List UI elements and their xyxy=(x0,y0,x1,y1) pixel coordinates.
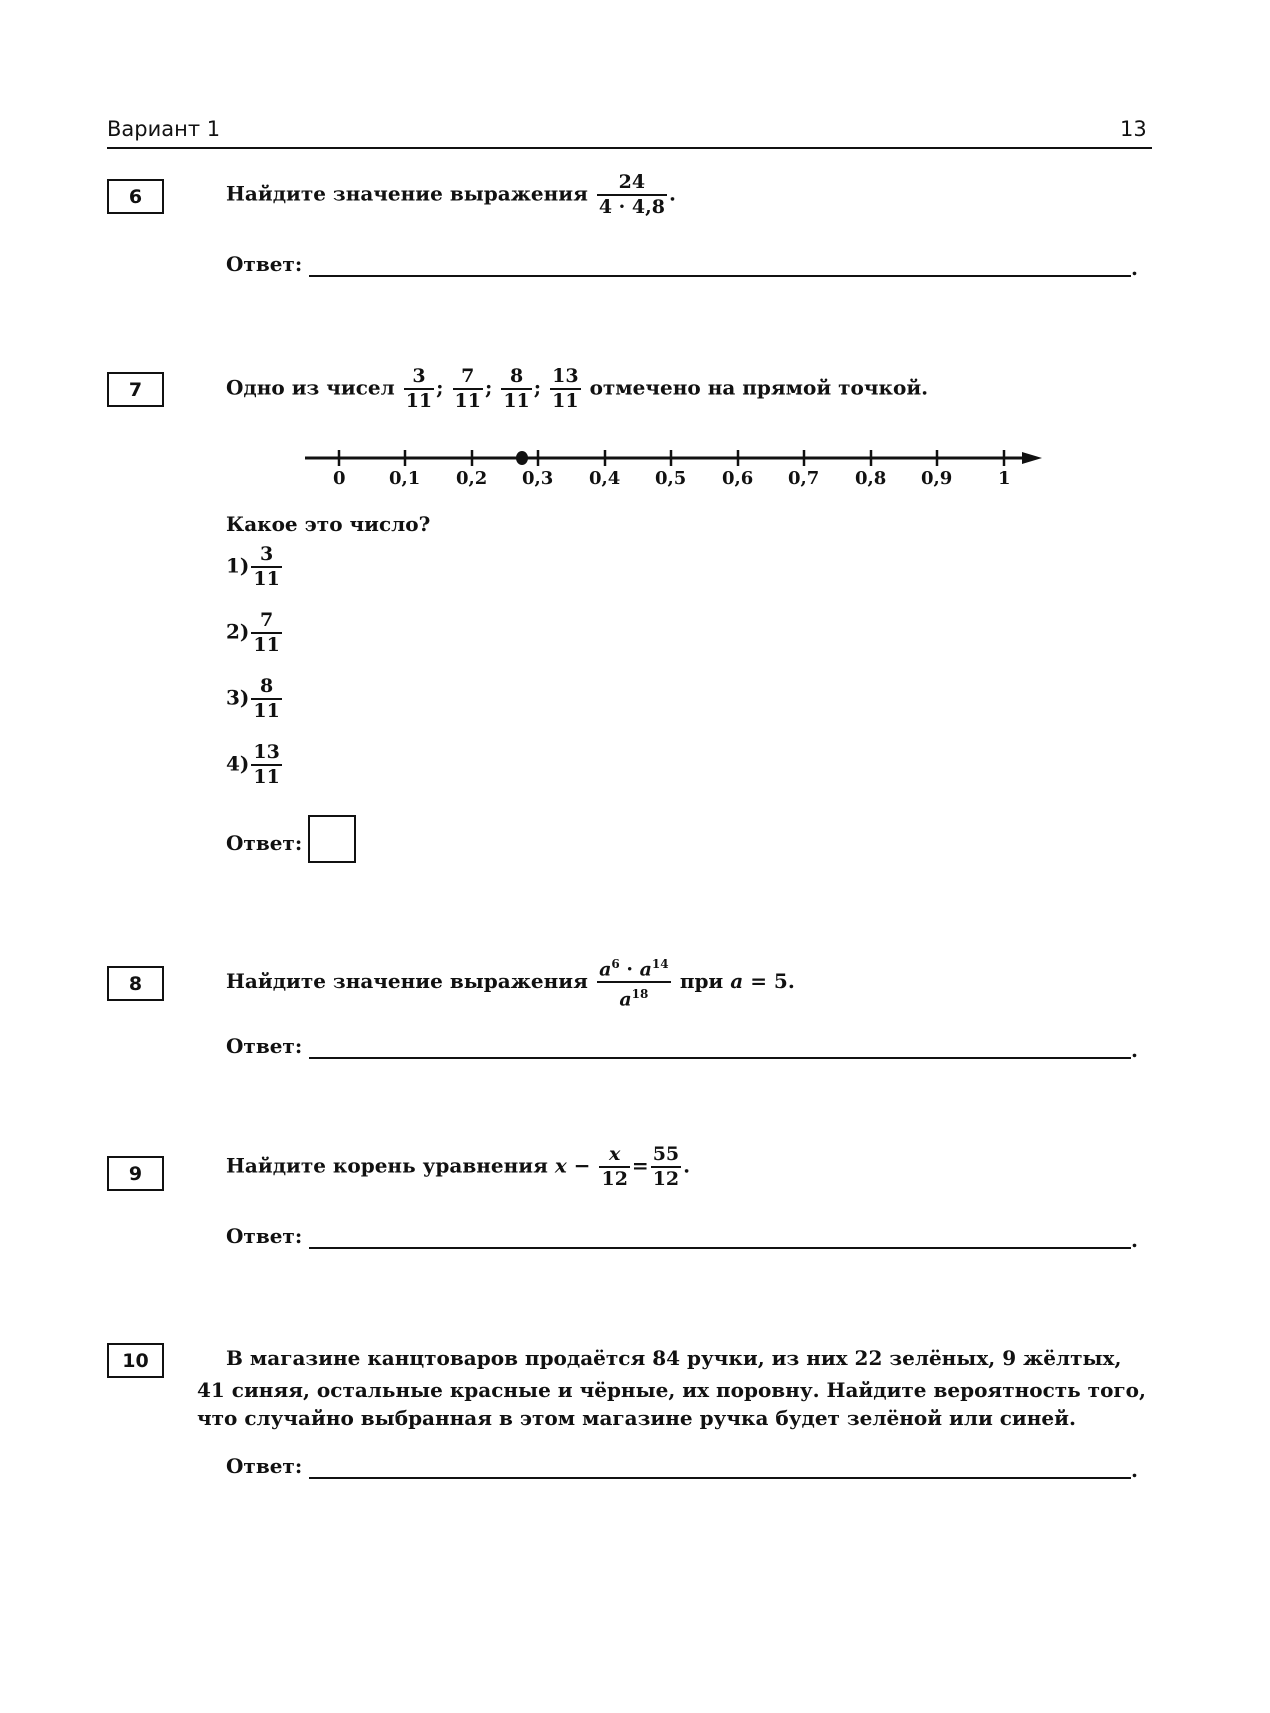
option-label: 3) xyxy=(226,685,250,710)
tick-label: 0,2 xyxy=(456,468,488,489)
separator: ; xyxy=(533,375,542,400)
minus: − xyxy=(573,1153,591,1178)
numerator xyxy=(597,954,671,981)
number-line-labels xyxy=(300,468,1060,494)
answer-input-8[interactable] xyxy=(309,1057,1131,1059)
option-fraction xyxy=(251,544,281,590)
denominator: 12 xyxy=(601,1168,628,1190)
denominator: 4 · 4,8 xyxy=(598,196,665,218)
numerator: 7 xyxy=(461,365,475,387)
separator: ; xyxy=(484,375,493,400)
task-number: 7 xyxy=(128,378,143,401)
task-6-text: Найдите значение выражения xyxy=(226,181,588,206)
fraction-1 xyxy=(599,1144,629,1190)
task-7-statement xyxy=(226,366,928,412)
fraction xyxy=(597,172,667,218)
task-10-line-2: 41 синяя, остальные красные и чёрные, их поровну. Найдите вероятность того, xyxy=(197,1378,1146,1402)
tick-label: 0,4 xyxy=(589,468,621,489)
denominator: 11 xyxy=(253,700,280,722)
option-label: 1) xyxy=(226,553,250,578)
task-number: 10 xyxy=(122,1349,149,1372)
task-7-question: Какое это число? xyxy=(226,512,431,536)
answer-label-9: Ответ: xyxy=(226,1224,303,1248)
task-8-text-after: при xyxy=(679,968,724,993)
task-7-text-after: отмечено на прямой точкой. xyxy=(589,375,929,400)
numerator: 13 xyxy=(552,365,579,387)
period: . xyxy=(668,181,676,206)
tick-label: 0,9 xyxy=(921,468,953,489)
task-number: 6 xyxy=(128,185,143,208)
task-8-statement xyxy=(226,954,795,1011)
option-label: 2) xyxy=(226,619,250,644)
numerator: 55 xyxy=(652,1143,680,1165)
var-x: x xyxy=(554,1153,567,1178)
tick-label: 0,8 xyxy=(855,468,887,489)
denominator: 11 xyxy=(454,390,481,412)
tick-label: 0,5 xyxy=(655,468,687,489)
denominator: 11 xyxy=(253,766,280,788)
tick-label: 0,1 xyxy=(389,468,421,489)
answer-input-6[interactable] xyxy=(309,275,1131,277)
exponent: 14 xyxy=(651,957,669,971)
option-fraction xyxy=(251,742,281,788)
header-rule xyxy=(107,147,1152,149)
denominator: 11 xyxy=(405,390,433,412)
tick-label: 0,7 xyxy=(788,468,820,489)
option-1[interactable] xyxy=(226,544,284,590)
var-a: a xyxy=(639,958,652,981)
task-number-box-7 xyxy=(107,372,164,407)
tick-label: 0 xyxy=(333,468,346,489)
answer-label-7: Ответ: xyxy=(226,831,303,855)
task-8-text: Найдите значение выражения xyxy=(226,968,588,993)
tick-label: 0,6 xyxy=(722,468,754,489)
task-7-text: Одно из чисел xyxy=(226,375,395,400)
answer-input-9[interactable] xyxy=(309,1247,1131,1249)
task-number-box-8 xyxy=(107,966,164,1001)
fraction-1 xyxy=(404,366,434,412)
task-8-cond: = 5. xyxy=(750,968,795,993)
var-a: a xyxy=(730,968,744,993)
answer-label-8: Ответ: xyxy=(226,1034,303,1058)
denominator: 11 xyxy=(503,390,530,412)
var-a: a xyxy=(599,958,612,981)
numerator: 24 xyxy=(618,171,646,193)
task-9-statement xyxy=(226,1144,690,1190)
denominator xyxy=(597,981,671,1010)
answer-end-10: . xyxy=(1131,1458,1138,1482)
exponent: 6 xyxy=(611,957,620,971)
task-number-box-6 xyxy=(107,179,164,214)
task-10-line-1: В магазине канцтоваров продаётся 84 ручки, из них 22 зелёных, 9 жёлтых, xyxy=(226,1346,1122,1370)
task-number-box-9 xyxy=(107,1156,164,1191)
option-label: 4) xyxy=(226,751,250,776)
times: · xyxy=(626,958,633,981)
numerator: 13 xyxy=(253,741,280,763)
equals: = xyxy=(631,1153,649,1178)
denominator: 11 xyxy=(253,634,280,656)
numerator: 7 xyxy=(260,609,274,631)
page-number: 13 xyxy=(1120,117,1147,141)
task-10-line-3: что случайно выбранная в этом магазине ручка будет зелёной или синей. xyxy=(197,1406,1076,1430)
task-9-text: Найдите корень уравнения xyxy=(226,1153,548,1178)
option-3[interactable] xyxy=(226,676,284,722)
option-fraction xyxy=(251,610,281,656)
answer-label-6: Ответ: xyxy=(226,252,303,276)
variant-title: Вариант 1 xyxy=(107,117,221,141)
separator: ; xyxy=(436,375,444,400)
fraction-4 xyxy=(550,366,580,412)
task-number-box-10 xyxy=(107,1343,164,1378)
answer-box-7[interactable] xyxy=(308,815,356,863)
answer-end-9: . xyxy=(1131,1228,1138,1252)
tick-label: 1 xyxy=(998,468,1011,489)
denominator: 11 xyxy=(552,390,579,412)
denominator: 12 xyxy=(652,1168,680,1190)
option-2[interactable] xyxy=(226,610,284,656)
tick-label: 0,3 xyxy=(522,468,554,489)
exponent: 18 xyxy=(631,987,649,1002)
task-number: 8 xyxy=(128,972,143,995)
numerator: 8 xyxy=(509,365,524,387)
fraction-2 xyxy=(453,366,483,412)
answer-label-10: Ответ: xyxy=(226,1454,303,1478)
fraction-3 xyxy=(501,366,531,412)
task-6-statement xyxy=(226,172,676,218)
answer-end-6: . xyxy=(1131,256,1138,280)
answer-end-8: . xyxy=(1131,1038,1138,1062)
option-4[interactable] xyxy=(226,742,284,788)
numerator: 8 xyxy=(260,675,274,697)
denominator: 11 xyxy=(253,568,280,590)
period: . xyxy=(683,1153,691,1178)
numerator: x xyxy=(609,1143,621,1165)
marked-point xyxy=(516,451,528,465)
numerator: 3 xyxy=(260,543,274,565)
numerator: 3 xyxy=(412,365,426,387)
power-fraction xyxy=(597,954,671,1011)
answer-input-10[interactable] xyxy=(309,1477,1131,1479)
var-a: a xyxy=(619,988,632,1011)
fraction-2 xyxy=(651,1144,681,1190)
option-fraction xyxy=(251,676,281,722)
task-number: 9 xyxy=(128,1162,143,1185)
